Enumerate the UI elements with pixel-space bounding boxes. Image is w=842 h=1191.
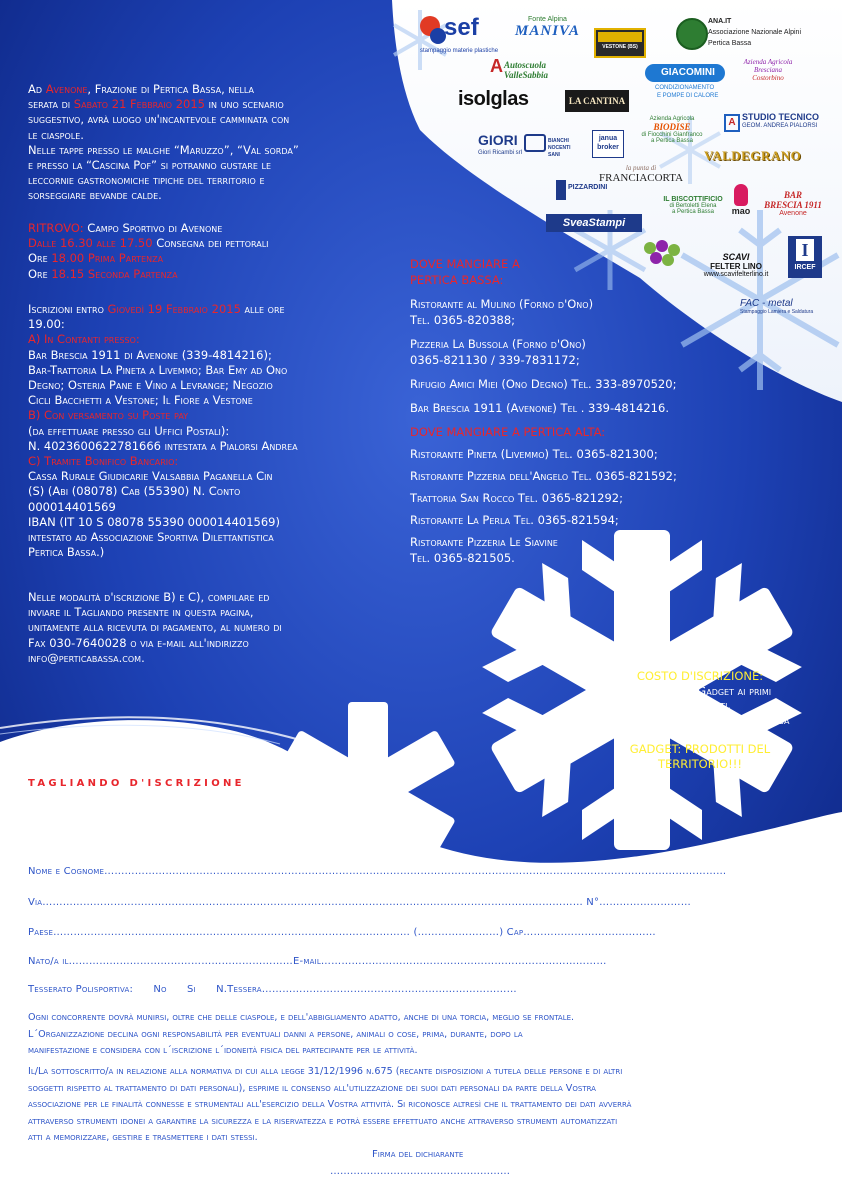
- sponsor-anait-logo: ANA.IT Associazione Nazionale Alpini Pertica Bassa: [676, 18, 806, 58]
- firma-line[interactable]: ………………………………………………: [330, 1166, 510, 1177]
- sponsor-cantina-logo: LA CANTINA: [565, 90, 629, 112]
- sponsor-vestone-logo: VESTONE (BS): [594, 28, 646, 58]
- sponsor-giori-logo: GIORI Giori Ricambi srl BIANCHI NOCENTI SANI: [478, 132, 571, 158]
- sponsor-giacomini-logo: GIACOMINI CONDIZIONAMENTO E POMPE DI CALORE: [645, 64, 725, 102]
- tagliando-title: TAGLIANDO D'ISCRIZIONE: [28, 778, 245, 789]
- modalita-section: Nelle modalità d'iscrizione B) e C), compilare ed inviare il Tagliando presente in questa pagina, unitamente alla ricevuta di pagamento, al numero di Fax 030-7640028 o via e-mail all'indirizzo info@perticabassa.com.: [28, 590, 282, 665]
- mangiare-bassa-section: DOVE MANGIARE A PERTICA BASSA: Ristorante al Mulino (Forno d'Ono) Tel. 0365-820388; Pizzeria La Bussola (Forno d'Ono) 0365-821130 / 339-7831172; Rifugio Amici Miei (Ono Degno) Tel. 333-8970520; Bar Brescia 1911 (Avenone) Tel . 339-4814216.: [410, 257, 677, 415]
- costo-iscrizione: COSTO D'ISCRIZIONE: 10 Euro con Gadget ai primi 300 iscritti. Tesserati Polisportiva Pertica Bassa 5 Euro con Gadget GADGET: PRODOTTI DEL TERRITORIO!!!: [610, 669, 790, 771]
- privacy-text: Il/La sottoscritto/a in relazione alla normativa di cui alla legge 31/12/1996 n.675 (recante disposizioni a tutela delle persone e di altri soggetti rispetto al trattamento di dati personali), esprime il consenso all'utilizzazione dei suoi dati personali da parte della Vostra associazione per le finalità connesse e strumentali all'esercizio della Vostra attività. Si riconosce altresì che il trattamento dei dati avverrà attraverso strumenti idonei a garantire la sicurezza e la riservatezza e potrà essere effettuato anche attraverso strumenti automatizzati atti a memorizzare, gestire e trasmettere i dati stessi.: [28, 1066, 632, 1144]
- sponsor-caffe-logo: mao: [728, 184, 754, 228]
- intro-text: Ad Avenone, Frazione di Pertica Bassa, nella serata di Sabato 21 Febbraio 2015 in uno scenario suggestivo, avrà luogo un'incantevole camminata con le ciaspole. Nelle tappe presso le malghe “Maruzzo”, “Val sorda” e presso la “Cascina Pof” si potranno gustare le leccornie gastronomiche tipiche del territorio e sorseggiare bevande calde.: [28, 82, 299, 203]
- sponsor-biscottificio-logo: IL BISCOTTIFICIO di Bertoletti Elena a Pertica Bassa: [663, 196, 723, 215]
- sponsor-pizzardini-logo: PIZZARDINI: [556, 180, 618, 202]
- sponsor-autoscuola-logo: A Autoscuola ValleSabbia: [490, 56, 549, 80]
- disclaimer-text: Ogni concorrente dovrà munirsi, oltre che delle ciaspole, e dell'abbigliamento adatto, anche di una torcia, meglio se frontale. L´Organizzazione declina ogni responsabilità per eventuali danni a persone, animali o cose, prima, durante, dopo la manifestazione e considera con l´iscrizione l´idoneità fisica del partecipante per le attività.: [28, 1012, 575, 1057]
- sponsor-sef-logo: sef stampaggio materie plastiche: [420, 14, 499, 54]
- tesserato-field[interactable]: Tesserato Polisportiva: No Si N.Tessera…………………………………………………………………: [28, 984, 517, 995]
- sponsor-franciacorta-logo: la punta di FRANCIACORTA: [598, 164, 684, 184]
- sponsor-biodise-logo: Azienda Agricola BIODISE di Fiocchini Gianfranco a Pertica Bassa: [641, 116, 703, 144]
- mangiare-alta-section: DOVE MANGIARE A PERTICA ALTA: Ristorante Pineta (Livemmo) Tel. 0365-821300; Ristorante Pizzeria dell'Angelo Tel. 0365-821592; Trattoria San Rocco Tel. 0365-821292; Ristorante La Perla Tel. 0365-821594; Ristorante Pizzeria Le Siavine Tel. 0365-821505.: [410, 425, 677, 565]
- sponsor-costorbino-logo: Azienda Agricola Bresciana Costorbino: [743, 58, 793, 82]
- iscrizioni-section: Iscrizioni entro Giovedì 19 Febbraio 2015 alle ore 19.00: A) In Contanti presso: Bar Brescia 1911 di Avenone (339-4814216); Bar-Trattoria La Pineta a Livemmo; Bar Emy ad Ono Degno; Osteria Pane e Vino a Levrange; Negozio Cicli Bacchetti a Vestone; Il Fiore a Vestone B) Con versamento su Poste pay (da effettuare presso gli Uffici Postali): N. 4023600622781666 intestata a Pialorsi Andrea C) Tramite Bonifico Bancario: Cassa Rurale Giudicarie Valsabbia Paganella Cin (S) (Abi (08078) Cab (55390) N. Conto 000014401569 IBAN (IT 10 S 08078 55390 000014401569) intestato ad Associazione Sportiva Dilettantistica Pertica Bassa.): [28, 302, 298, 560]
- sponsor-isolglas-logo: isolglas: [458, 88, 529, 110]
- via-field[interactable]: Via…………………………………………………………………………………………………………………………………………… N°………………………: [28, 897, 691, 908]
- sponsor-sveastampi-logo: SveaStampi: [546, 214, 642, 232]
- paese-field[interactable]: Paese…………………………………………………………………………………………… (……………………) Cap…………………………………: [28, 927, 656, 938]
- nato-email-field[interactable]: Nato/a il…………………………………………………………E-mail…………………………………………………………………………: [28, 956, 607, 967]
- sponsor-studio-tecnico-logo: A STUDIO TECNICO GEOM. ANDREA PIALORSI: [724, 112, 828, 134]
- sponsor-facmetal-logo: FAC - metal Stampaggio Lamiera e Saldatura: [740, 298, 814, 315]
- firma-label: Firma del dichiarante: [372, 1149, 464, 1160]
- sponsor-valdegrano-logo: VALDEGRANO: [704, 148, 802, 163]
- sponsor-scavi-logo: SCAVI FELTER LINO www.scavifelterlino.it: [703, 252, 769, 278]
- ritrovo-section: RITROVO: Campo Sportivo di Avenone Dalle 16.30 alle 17.50 Consegna dei pettorali Ore 18.00 Prima Partenza Ore 18.15 Seconda Partenza: [28, 221, 269, 281]
- sponsor-bar-brescia-logo: BAR BRESCIA 1911 Avenone: [764, 190, 822, 217]
- nome-cognome-field[interactable]: Nome e Cognome…………………………………………………………………………………………………………………………………………………………………: [28, 866, 727, 877]
- sponsor-maniva-logo: Fonte Alpina MANIVA: [515, 16, 580, 39]
- sponsor-janua-logo: janua broker: [592, 130, 624, 158]
- sponsor-ircef-logo: I IRCEF: [788, 236, 822, 278]
